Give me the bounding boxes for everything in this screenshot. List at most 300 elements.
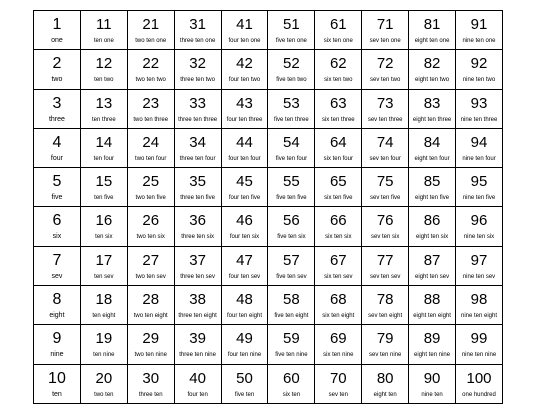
cell-number-words: eight ten three <box>412 116 452 123</box>
number-cell <box>80 286 127 325</box>
number-cell <box>174 325 221 364</box>
cell-number-words: two ten two <box>135 77 166 84</box>
number-cell <box>456 364 503 403</box>
cell-number: 43 <box>236 94 253 112</box>
cell-number-words: ten five <box>94 195 114 202</box>
cell-number-words: nine ten four <box>462 155 496 162</box>
cell-number: 71 <box>376 16 394 33</box>
cell-number-words: eight ten nine <box>414 352 451 359</box>
cell-number: 100 <box>466 369 492 387</box>
cell-number: 20 <box>95 369 113 387</box>
number-cell <box>80 207 127 246</box>
cell-number: 76 <box>376 212 394 230</box>
cell-number-words: three ten six <box>181 234 214 241</box>
cell-number: 2 <box>52 55 62 73</box>
table-row <box>34 325 503 364</box>
cell-number: 99 <box>470 330 488 348</box>
cell-number: 35 <box>189 173 206 191</box>
cell-number: 12 <box>95 55 113 73</box>
cell-number: 95 <box>470 173 488 191</box>
cell-number-words: six ten nine <box>323 352 354 359</box>
number-cell <box>174 207 221 246</box>
cell-number: 29 <box>142 330 160 348</box>
cell-number-words: six ten four <box>323 155 353 162</box>
table-row <box>34 286 503 325</box>
number-cell <box>409 89 456 128</box>
cell-number: 39 <box>189 330 206 348</box>
number-cell <box>127 89 174 128</box>
cell-number: 56 <box>283 212 300 230</box>
number-cell <box>80 11 127 50</box>
cell-number: 37 <box>189 251 206 269</box>
number-cell <box>127 364 174 403</box>
number-cell <box>362 50 409 89</box>
cell-number-words: sev ten three <box>367 116 403 123</box>
cell-number-words: two ten four <box>135 155 167 162</box>
cell-number: 80 <box>376 369 394 387</box>
cell-number-words: nine ten eight <box>460 313 498 320</box>
cell-number-words: sev ten two <box>370 77 401 84</box>
cell-number: 83 <box>423 94 441 112</box>
cell-number: 38 <box>189 291 206 309</box>
cell-number-words: sev ten four <box>369 155 401 162</box>
cell-number-words: sev ten one <box>369 38 401 44</box>
cell-number: 10 <box>48 369 66 387</box>
number-cell <box>456 11 503 50</box>
cell-number-words: two ten sev <box>135 273 166 280</box>
cell-number-words: ten four <box>93 155 115 162</box>
cell-number: 14 <box>95 133 113 151</box>
cell-number-words: nine ten two <box>462 77 496 84</box>
cell-number-words: three ten eight <box>178 313 217 320</box>
number-cell <box>80 325 127 364</box>
cell-number-words: four ten eight <box>226 313 263 320</box>
cell-number-words: three ten nine <box>179 352 216 359</box>
cell-number: 26 <box>142 212 160 230</box>
number-cell <box>174 286 221 325</box>
cell-number: 64 <box>329 133 347 151</box>
cell-number-words: five ten two <box>276 77 307 84</box>
number-cell <box>362 128 409 167</box>
cell-number-words: six ten <box>282 391 301 398</box>
cell-number: 52 <box>283 55 300 73</box>
number-cell <box>221 168 268 207</box>
cell-number-words: ten nine <box>93 352 115 359</box>
number-cell <box>80 364 127 403</box>
cell-number: 61 <box>329 16 347 33</box>
cell-number-words: eight <box>49 312 65 320</box>
cell-number: 90 <box>423 369 441 387</box>
cell-number: 92 <box>470 55 488 73</box>
table-row <box>34 128 503 167</box>
cell-number: 5 <box>52 173 62 191</box>
cell-number-words: sev ten sev <box>370 273 401 280</box>
cell-number: 3 <box>52 94 62 112</box>
cell-number: 54 <box>283 133 300 151</box>
number-cell <box>456 325 503 364</box>
cell-number-words: four ten four <box>228 155 261 162</box>
cell-number-words: one hundred <box>462 391 496 398</box>
number-cell <box>80 168 127 207</box>
number-cell <box>315 128 362 167</box>
number-cell <box>221 11 268 50</box>
number-cell <box>34 50 81 89</box>
cell-number: 63 <box>329 94 347 112</box>
number-cell <box>315 168 362 207</box>
number-cell <box>268 128 315 167</box>
number-cell <box>174 128 221 167</box>
cell-number: 60 <box>283 369 300 387</box>
number-cell <box>362 364 409 403</box>
hundred-chart-body <box>34 11 503 404</box>
cell-number-words: four ten three <box>226 116 263 123</box>
table-row <box>34 364 503 403</box>
cell-number-words: five ten sev <box>276 273 307 280</box>
cell-number: 68 <box>329 291 347 309</box>
number-cell <box>34 286 81 325</box>
cell-number: 4 <box>52 133 62 151</box>
number-cell <box>456 286 503 325</box>
table-row <box>34 168 503 207</box>
number-cell <box>80 89 127 128</box>
number-cell <box>409 286 456 325</box>
number-cell <box>315 364 362 403</box>
number-cell <box>409 325 456 364</box>
number-cell <box>315 325 362 364</box>
number-cell <box>221 286 268 325</box>
cell-number-words: sev <box>51 272 63 280</box>
number-cell <box>268 168 315 207</box>
number-cell <box>456 128 503 167</box>
cell-number-words: nine ten one <box>462 38 496 44</box>
cell-number: 1 <box>52 16 62 33</box>
cell-number: 41 <box>236 16 253 33</box>
cell-number-words: ten three <box>91 116 116 123</box>
cell-number: 17 <box>95 251 113 269</box>
cell-number: 23 <box>142 94 160 112</box>
cell-number-words: four ten five <box>228 195 261 202</box>
number-cell <box>268 286 315 325</box>
cell-number: 46 <box>236 212 253 230</box>
cell-number: 73 <box>376 94 394 112</box>
cell-number-words: five ten four <box>275 155 308 162</box>
number-cell <box>221 364 268 403</box>
cell-number-words: sev ten nine <box>369 352 402 359</box>
cell-number-words: eight ten eight <box>413 313 451 320</box>
cell-number-words: five ten one <box>275 38 307 44</box>
cell-number: 50 <box>236 369 253 387</box>
cell-number-words: six ten two <box>324 77 353 84</box>
number-cell <box>127 325 174 364</box>
number-cell <box>127 128 174 167</box>
cell-number-words: four ten two <box>228 77 261 84</box>
cell-number-words: three <box>48 115 65 123</box>
number-cell <box>362 89 409 128</box>
cell-number-words: five <box>51 194 63 202</box>
cell-number: 67 <box>329 251 347 269</box>
cell-number: 57 <box>283 251 300 269</box>
number-cell <box>127 11 174 50</box>
cell-number: 8 <box>52 291 62 309</box>
number-cell <box>315 89 362 128</box>
number-cell <box>80 50 127 89</box>
cell-number-words: eight ten four <box>414 155 450 162</box>
cell-number: 97 <box>470 251 488 269</box>
cell-number-words: sev ten <box>328 391 348 398</box>
cell-number-words: nine <box>50 351 64 359</box>
cell-number-words: three ten four <box>179 155 216 162</box>
number-cell <box>362 207 409 246</box>
cell-number: 58 <box>283 291 300 309</box>
cell-number-words: eight ten <box>373 391 397 398</box>
cell-number-words: five ten five <box>276 195 307 202</box>
number-cell <box>80 246 127 285</box>
cell-number-words: five ten six <box>277 234 306 241</box>
number-cell <box>456 89 503 128</box>
number-cell <box>174 89 221 128</box>
number-cell <box>221 246 268 285</box>
cell-number: 15 <box>95 173 113 191</box>
cell-number: 34 <box>189 133 206 151</box>
cell-number-words: three ten <box>138 391 163 398</box>
cell-number: 79 <box>376 330 394 348</box>
number-cell <box>34 11 81 50</box>
cell-number-words: eight ten six <box>416 234 449 241</box>
number-cell <box>34 364 81 403</box>
table-row <box>34 89 503 128</box>
number-cell <box>268 11 315 50</box>
cell-number-words: sev ten six <box>371 234 400 241</box>
cell-number-words: sev ten five <box>370 195 401 202</box>
cell-number-words: four ten six <box>229 234 260 241</box>
cell-number: 24 <box>142 133 160 151</box>
cell-number: 16 <box>95 212 113 230</box>
cell-number: 11 <box>96 16 112 33</box>
cell-number-words: six <box>52 233 62 241</box>
number-cell <box>315 246 362 285</box>
cell-number: 40 <box>189 369 206 387</box>
cell-number-words: six ten six <box>325 234 352 241</box>
cell-number-words: eight ten two <box>415 77 450 84</box>
number-cell <box>127 246 174 285</box>
number-cell <box>174 168 221 207</box>
number-cell <box>127 50 174 89</box>
cell-number: 44 <box>236 133 253 151</box>
cell-number-words: eight ten five <box>415 195 450 202</box>
cell-number: 98 <box>470 291 488 309</box>
cell-number: 85 <box>423 173 441 191</box>
cell-number: 21 <box>142 16 160 33</box>
cell-number: 81 <box>423 16 441 33</box>
number-cell <box>221 325 268 364</box>
number-cell <box>34 168 81 207</box>
cell-number-words: nine ten six <box>463 234 495 241</box>
cell-number-words: two <box>51 76 63 84</box>
cell-number: 89 <box>423 330 441 348</box>
cell-number: 94 <box>470 133 488 151</box>
cell-number: 31 <box>189 16 206 33</box>
number-cell <box>34 89 81 128</box>
cell-number: 33 <box>189 94 206 112</box>
number-cell <box>174 246 221 285</box>
number-cell <box>409 168 456 207</box>
cell-number: 70 <box>329 369 347 387</box>
number-cell <box>315 207 362 246</box>
cell-number-words: three ten three <box>178 116 218 123</box>
cell-number-words: four ten sev <box>228 273 261 280</box>
cell-number-words: sev ten eight <box>368 313 403 320</box>
cell-number: 77 <box>376 251 394 269</box>
number-cell <box>34 207 81 246</box>
number-cell <box>456 168 503 207</box>
cell-number: 62 <box>329 55 347 73</box>
cell-number-words: eight ten sev <box>415 273 450 280</box>
table-row <box>34 11 503 50</box>
cell-number-words: four ten nine <box>227 352 262 359</box>
cell-number-words: one <box>51 37 63 44</box>
cell-number-words: six ten one <box>323 38 353 44</box>
cell-number-words: ten two <box>94 77 114 84</box>
number-cell <box>409 246 456 285</box>
number-cell <box>315 286 362 325</box>
number-cell <box>174 11 221 50</box>
cell-number-words: nine ten nine <box>461 352 497 359</box>
cell-number: 59 <box>283 330 300 348</box>
cell-number: 13 <box>95 94 113 112</box>
cell-number-words: nine ten five <box>462 195 496 202</box>
cell-number-words: ten eight <box>92 313 116 320</box>
cell-number-words: six ten eight <box>322 313 355 320</box>
cell-number-words: six ten sev <box>324 273 353 280</box>
cell-number: 32 <box>189 55 206 73</box>
table-row <box>34 246 503 285</box>
cell-number: 36 <box>189 212 206 230</box>
number-cell <box>268 325 315 364</box>
cell-number: 30 <box>142 369 160 387</box>
number-cell <box>34 246 81 285</box>
cell-number: 66 <box>329 212 347 230</box>
number-cell <box>409 364 456 403</box>
cell-number: 72 <box>376 55 394 73</box>
cell-number-words: nine ten sev <box>462 273 496 280</box>
cell-number-words: ten six <box>95 234 113 241</box>
cell-number: 78 <box>376 291 394 309</box>
cell-number-words: nine ten <box>421 391 443 398</box>
cell-number-words: five ten nine <box>275 352 308 359</box>
cell-number: 75 <box>376 173 394 191</box>
cell-number: 91 <box>470 16 488 33</box>
cell-number-words: five ten <box>234 391 255 398</box>
number-cell <box>409 207 456 246</box>
cell-number: 18 <box>95 291 113 309</box>
cell-number: 69 <box>329 330 347 348</box>
number-cell <box>221 89 268 128</box>
cell-number-words: eight ten one <box>414 38 450 44</box>
number-cell <box>174 364 221 403</box>
cell-number: 47 <box>236 251 253 269</box>
cell-number: 86 <box>423 212 441 230</box>
number-cell <box>34 128 81 167</box>
cell-number-words: two ten eight <box>133 313 168 320</box>
cell-number: 25 <box>142 173 160 191</box>
cell-number-words: four <box>50 154 63 162</box>
cell-number: 87 <box>423 251 441 269</box>
number-cell <box>456 207 503 246</box>
number-cell <box>268 89 315 128</box>
cell-number: 53 <box>283 94 300 112</box>
number-cell <box>409 128 456 167</box>
cell-number-words: three ten one <box>179 38 216 44</box>
cell-number-words: six ten three <box>321 116 355 123</box>
cell-number-words: three ten five <box>180 195 215 202</box>
cell-number: 82 <box>423 55 441 73</box>
cell-number: 96 <box>470 212 488 230</box>
cell-number: 84 <box>423 133 441 151</box>
cell-number: 49 <box>236 330 253 348</box>
number-cell <box>362 325 409 364</box>
number-cell <box>315 50 362 89</box>
number-cell <box>409 50 456 89</box>
cell-number: 28 <box>142 291 160 309</box>
cell-number: 45 <box>236 173 253 191</box>
cell-number-words: four ten <box>187 391 208 398</box>
cell-number-words: three ten sev <box>180 273 215 280</box>
cell-number-words: two ten one <box>135 38 167 44</box>
number-cell <box>362 11 409 50</box>
cell-number-words: ten one <box>93 38 114 44</box>
hundred-chart-table <box>33 10 503 404</box>
cell-number: 7 <box>52 251 62 269</box>
number-cell <box>174 50 221 89</box>
cell-number-words: ten sev <box>94 273 114 280</box>
number-cell <box>456 50 503 89</box>
number-cell <box>221 50 268 89</box>
cell-number-words: two ten three <box>133 116 169 123</box>
cell-number-words: six ten five <box>324 195 353 202</box>
cell-number-words: two ten six <box>136 234 165 241</box>
number-cell <box>362 286 409 325</box>
cell-number-words: five ten three <box>274 116 309 123</box>
cell-number: 48 <box>236 291 253 309</box>
cell-number-words: four ten one <box>228 38 261 44</box>
cell-number: 88 <box>423 291 441 309</box>
number-cell <box>80 128 127 167</box>
number-cell <box>221 128 268 167</box>
table-row <box>34 50 503 89</box>
number-cell <box>315 11 362 50</box>
number-cell <box>127 207 174 246</box>
number-cell <box>268 364 315 403</box>
cell-number: 19 <box>95 330 113 348</box>
cell-number: 74 <box>376 133 394 151</box>
number-cell <box>221 207 268 246</box>
number-cell <box>268 207 315 246</box>
number-cell <box>34 325 81 364</box>
cell-number-words: nine ten three <box>460 116 498 123</box>
number-cell <box>127 168 174 207</box>
cell-number: 51 <box>283 16 300 33</box>
number-cell <box>456 246 503 285</box>
number-cell <box>362 168 409 207</box>
cell-number: 9 <box>52 330 62 348</box>
cell-number-words: three ten two <box>180 77 215 84</box>
cell-number: 93 <box>470 94 488 112</box>
cell-number-words: two ten five <box>135 195 166 202</box>
number-cell <box>362 246 409 285</box>
number-cell <box>409 11 456 50</box>
cell-number: 42 <box>236 55 253 73</box>
cell-number-words: five ten eight <box>274 313 309 320</box>
